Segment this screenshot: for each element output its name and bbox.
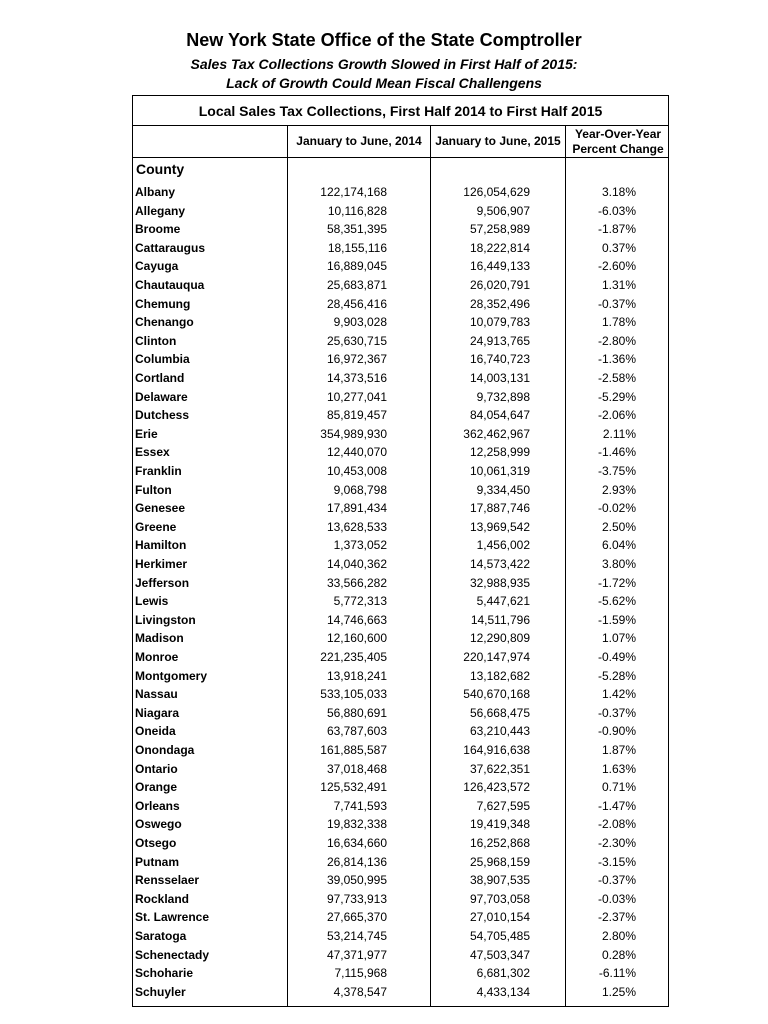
- county-name: Allegany: [135, 203, 186, 218]
- county-name: Chemung: [135, 296, 191, 311]
- page-title: New York State Office of the State Comptroller: [186, 30, 582, 50]
- value-2015: 25,968,159: [469, 854, 530, 869]
- table-row: [133, 927, 670, 946]
- table-row: [133, 220, 670, 239]
- column-header-2014: January to June, 2014: [296, 134, 422, 148]
- value-2014: 12,440,070: [326, 445, 387, 460]
- county-name: Lewis: [135, 594, 169, 609]
- table-row: [133, 778, 670, 797]
- county-name: Rockland: [135, 891, 190, 906]
- percent-change: -0.90%: [597, 724, 636, 739]
- county-name: Albany: [135, 185, 176, 199]
- value-2014: 125,532,491: [320, 780, 387, 795]
- value-2015: 9,506,907: [476, 203, 530, 218]
- value-2014: 14,373,516: [326, 371, 387, 385]
- column-header-2015: January to June, 2015: [435, 134, 561, 148]
- county-name: Cattaraugus: [135, 240, 206, 255]
- table-row: [133, 425, 670, 444]
- table-row: [133, 964, 670, 983]
- value-2014: 5,772,313: [333, 594, 387, 609]
- value-2014: 7,115,968: [334, 966, 387, 981]
- table-row: [133, 871, 670, 890]
- value-2015: 37,622,351: [469, 761, 530, 776]
- percent-change: -2.60%: [597, 259, 636, 274]
- header-divider: [133, 157, 668, 158]
- table-row: [133, 443, 670, 462]
- value-2015: 4,433,134: [476, 984, 530, 999]
- table-row: [133, 239, 670, 258]
- percent-change: -1.46%: [597, 445, 636, 460]
- county-name: Greene: [135, 519, 177, 534]
- percent-change: -1.36%: [597, 352, 636, 367]
- value-2014: 122,174,168: [320, 185, 387, 199]
- value-2014: 12,160,600: [326, 631, 387, 646]
- percent-change: 2.11%: [602, 426, 636, 441]
- percent-change: 0.37%: [601, 240, 636, 255]
- county-name: Otsego: [135, 836, 177, 850]
- value-2014: 28,456,416: [326, 296, 387, 311]
- value-2015: 362,462,967: [463, 426, 530, 441]
- table-row: [133, 574, 670, 593]
- percent-change: 1.87%: [601, 743, 636, 757]
- county-name: Monroe: [135, 650, 179, 664]
- percent-change: 1.25%: [601, 984, 636, 999]
- table-row: [133, 667, 670, 686]
- value-2015: 16,740,723: [469, 352, 530, 367]
- table-row: [133, 722, 670, 741]
- value-2014: 25,630,715: [326, 333, 387, 348]
- value-2015: 14,573,422: [469, 557, 530, 571]
- value-2014: 7,741,593: [333, 798, 387, 813]
- county-name: Oneida: [135, 724, 176, 739]
- percent-change: -5.62%: [597, 594, 636, 609]
- table-row: [133, 202, 670, 221]
- value-2014: 14,040,362: [326, 557, 387, 571]
- percent-change: -2.37%: [597, 910, 636, 925]
- percent-change: -0.49%: [597, 650, 636, 664]
- value-2014: 27,665,370: [326, 910, 387, 925]
- county-name: Montgomery: [135, 668, 207, 683]
- table-row: [133, 853, 670, 872]
- value-2014: 18,155,116: [327, 240, 387, 255]
- value-2015: 9,334,450: [476, 482, 530, 497]
- table-row: [133, 369, 670, 388]
- value-2015: 16,449,133: [469, 259, 530, 274]
- percent-change: 1.42%: [601, 687, 636, 702]
- percent-change: -2.30%: [597, 836, 636, 850]
- percent-change: -0.02%: [597, 501, 636, 516]
- county-header: County: [136, 161, 185, 177]
- table-row: [133, 406, 670, 425]
- value-2014: 9,903,028: [333, 315, 387, 330]
- value-2015: 97,703,058: [469, 891, 530, 906]
- value-2015: 126,054,629: [463, 185, 530, 199]
- county-name: Livingston: [135, 612, 196, 627]
- value-2015: 84,054,647: [469, 408, 530, 423]
- county-name: Chautauqua: [135, 278, 205, 292]
- table-row: [133, 908, 670, 927]
- percent-change: -0.37%: [597, 296, 636, 311]
- table-row: [133, 815, 670, 834]
- value-2014: 10,453,008: [326, 464, 387, 478]
- table-row: [133, 685, 670, 704]
- value-2015: 17,887,746: [469, 501, 530, 516]
- value-2015: 220,147,974: [463, 650, 530, 664]
- value-2015: 7,627,595: [476, 798, 530, 813]
- percent-change: -1.87%: [597, 222, 636, 237]
- percent-change: -5.28%: [597, 668, 636, 683]
- county-name: Rensselaer: [135, 873, 200, 888]
- table-row: [133, 704, 670, 723]
- table-row: [133, 890, 670, 909]
- county-name: Schoharie: [135, 966, 194, 981]
- value-2014: 39,050,995: [326, 873, 387, 888]
- table-row: [133, 388, 670, 407]
- percent-change: -5.29%: [597, 389, 636, 404]
- table-row: [133, 462, 670, 481]
- percent-change: 1.31%: [601, 278, 636, 292]
- county-name: Niagara: [135, 705, 180, 720]
- value-2014: 63,787,603: [326, 724, 387, 739]
- value-2014: 16,972,367: [326, 352, 387, 367]
- percent-change: 0.28%: [601, 947, 636, 962]
- county-name: Genesee: [135, 501, 186, 516]
- county-name: Essex: [135, 445, 170, 460]
- value-2014: 53,214,745: [326, 929, 387, 943]
- table-row: [133, 983, 670, 1002]
- value-2014: 161,885,587: [320, 743, 387, 757]
- percent-change: -0.03%: [597, 891, 636, 906]
- value-2015: 26,020,791: [469, 278, 530, 292]
- county-name: Delaware: [135, 389, 188, 404]
- value-2015: 57,258,989: [469, 222, 530, 237]
- county-name: Schenectady: [135, 947, 210, 962]
- percent-change: -3.75%: [597, 464, 636, 478]
- percent-change: 1.07%: [601, 631, 636, 646]
- table-row: [133, 481, 670, 500]
- table-row: [133, 629, 670, 648]
- value-2014: 9,068,798: [333, 482, 387, 497]
- table-row: [133, 257, 670, 276]
- value-2015: 16,252,868: [469, 836, 530, 850]
- value-2014: 4,378,547: [333, 984, 387, 999]
- table-row: [133, 183, 670, 202]
- value-2015: 63,210,443: [469, 724, 530, 739]
- table-row: [133, 555, 670, 574]
- county-name: Dutchess: [135, 408, 190, 423]
- county-name: Fulton: [135, 482, 172, 497]
- value-2015: 24,913,765: [469, 333, 530, 348]
- percent-change: -6.11%: [598, 966, 636, 981]
- percent-change: -2.58%: [597, 371, 636, 385]
- value-2015: 13,182,682: [469, 668, 530, 683]
- column-header-change-line1: Year-Over-Year: [574, 126, 662, 141]
- county-name: Hamilton: [135, 538, 187, 553]
- table-title: Local Sales Tax Collections, First Half 2014 to First Half 2015: [133, 96, 668, 126]
- percent-change: -0.37%: [597, 873, 636, 888]
- percent-change: -2.06%: [597, 408, 636, 423]
- value-2014: 19,832,338: [326, 817, 387, 832]
- value-2015: 18,222,814: [469, 240, 530, 255]
- table-row: [133, 499, 670, 518]
- value-2014: 221,235,405: [320, 650, 387, 664]
- table-row: [133, 946, 670, 965]
- value-2015: 126,423,572: [463, 780, 530, 795]
- value-2015: 12,258,999: [469, 445, 530, 460]
- value-2014: 47,371,977: [326, 947, 387, 962]
- table-row: [133, 760, 670, 779]
- table-row: [133, 611, 670, 630]
- county-name: Columbia: [135, 352, 190, 367]
- county-name: Erie: [135, 426, 158, 441]
- table-row: [133, 350, 670, 369]
- value-2015: 13,969,542: [469, 519, 530, 534]
- value-2014: 533,105,033: [320, 687, 387, 702]
- table-row: [133, 518, 670, 537]
- percent-change: -1.72%: [597, 575, 636, 590]
- county-name: Clinton: [135, 333, 177, 348]
- percent-change: -2.80%: [597, 333, 636, 348]
- value-2014: 85,819,457: [326, 408, 387, 423]
- county-name: Cortland: [135, 371, 185, 385]
- value-2014: 10,277,041: [326, 389, 387, 404]
- county-name: Chenango: [135, 315, 194, 330]
- percent-change: 2.50%: [601, 519, 636, 534]
- county-name: Broome: [135, 222, 181, 237]
- value-2015: 14,511,796: [470, 612, 530, 627]
- percent-change: 1.63%: [601, 761, 636, 776]
- county-name: Schuyler: [135, 984, 186, 999]
- table-row: [133, 332, 670, 351]
- value-2014: 25,683,871: [326, 278, 387, 292]
- value-2015: 10,079,783: [469, 315, 530, 330]
- value-2014: 10,116,828: [327, 203, 387, 218]
- value-2014: 58,351,395: [326, 222, 387, 237]
- value-2015: 28,352,496: [469, 296, 530, 311]
- value-2015: 164,916,638: [463, 743, 530, 757]
- percent-change: 0.71%: [601, 780, 636, 795]
- value-2014: 37,018,468: [326, 761, 387, 776]
- value-2015: 47,503,347: [469, 947, 530, 962]
- percent-change: 3.18%: [601, 185, 636, 199]
- percent-change: -2.08%: [597, 817, 636, 832]
- value-2015: 10,061,319: [469, 464, 530, 478]
- percent-change: -1.59%: [597, 612, 636, 627]
- table-row: [133, 536, 670, 555]
- value-2015: 14,003,131: [469, 371, 530, 385]
- percent-change: 2.93%: [601, 482, 636, 497]
- table-row: [133, 276, 670, 295]
- percent-change: 6.04%: [601, 538, 636, 553]
- percent-change: -3.15%: [597, 854, 636, 869]
- value-2015: 54,705,485: [469, 929, 530, 943]
- value-2015: 5,447,621: [476, 594, 530, 609]
- sales-tax-table: [132, 95, 669, 1007]
- column-header-change: [566, 126, 670, 157]
- county-name: Herkimer: [135, 557, 188, 571]
- county-name: Nassau: [135, 687, 178, 702]
- value-2014: 56,880,691: [326, 705, 387, 720]
- percent-change: 3.80%: [601, 557, 636, 571]
- county-name: Onondaga: [135, 743, 195, 757]
- value-2015: 32,988,935: [469, 575, 530, 590]
- value-2015: 6,681,302: [476, 966, 530, 981]
- county-name: Madison: [135, 631, 184, 646]
- value-2014: 13,628,533: [326, 519, 387, 534]
- value-2014: 97,733,913: [326, 891, 387, 906]
- subtitle-line-2: Lack of Growth Could Mean Fiscal Challengens: [226, 75, 542, 91]
- county-name: Putnam: [135, 854, 180, 869]
- table-row: [133, 313, 670, 332]
- percent-change: 2.80%: [601, 929, 636, 943]
- table-row: [133, 741, 670, 760]
- county-name: Orange: [135, 780, 178, 795]
- value-2014: 354,989,930: [320, 426, 387, 441]
- percent-change: -6.03%: [597, 203, 636, 218]
- percent-change: -1.47%: [597, 798, 636, 813]
- county-name: Oswego: [135, 817, 182, 832]
- county-name: Orleans: [135, 798, 180, 813]
- county-name: St. Lawrence: [135, 910, 210, 925]
- table-row: [133, 592, 670, 611]
- percent-change: 1.78%: [601, 315, 636, 330]
- value-2014: 26,814,136: [326, 854, 387, 869]
- value-2015: 27,010,154: [469, 910, 530, 925]
- table-row: [133, 834, 670, 853]
- value-2015: 9,732,898: [476, 389, 530, 404]
- value-2014: 14,746,663: [326, 612, 387, 627]
- county-name: Jefferson: [135, 575, 190, 590]
- value-2014: 1,373,052: [333, 538, 387, 553]
- value-2014: 16,889,045: [326, 259, 387, 274]
- table-row: [133, 797, 670, 816]
- value-2014: 33,566,282: [326, 575, 387, 590]
- subtitle-line-1: Sales Tax Collections Growth Slowed in First Half of 2015:: [190, 56, 578, 72]
- value-2015: 38,907,535: [469, 873, 530, 888]
- value-2015: 1,456,002: [476, 538, 530, 553]
- table-row: [133, 648, 670, 667]
- value-2015: 540,670,168: [463, 687, 530, 702]
- county-name: Cayuga: [135, 259, 179, 274]
- value-2014: 13,918,241: [326, 668, 387, 683]
- percent-change: -0.37%: [597, 705, 636, 720]
- county-name: Ontario: [135, 761, 178, 776]
- value-2015: 12,290,809: [469, 631, 530, 646]
- column-header-change-line2: Percent Change: [572, 141, 664, 156]
- value-2015: 19,419,348: [469, 817, 530, 832]
- county-name: Saratoga: [135, 929, 187, 943]
- table-row: [133, 295, 670, 314]
- county-name: Franklin: [135, 464, 182, 478]
- value-2015: 56,668,475: [469, 705, 530, 720]
- value-2014: 16,634,660: [326, 836, 387, 850]
- value-2014: 17,891,434: [326, 501, 387, 516]
